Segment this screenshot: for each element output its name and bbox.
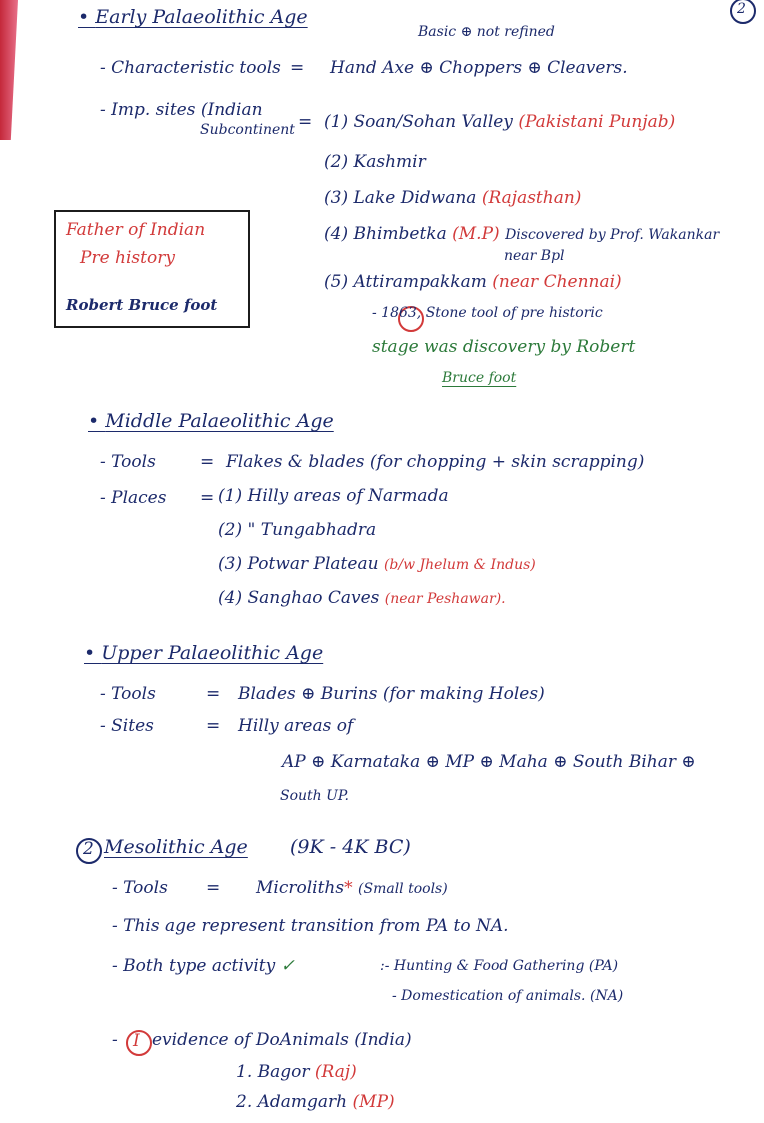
early-tools-label: - Characteristic tools: [100, 58, 281, 78]
early-heading-text: Early Palaeolithic Age: [95, 6, 308, 28]
meso-number: 2: [83, 839, 94, 859]
meso-both-2: - Domestication of animals. (NA): [392, 988, 624, 1004]
meso-dates: (9K - 4K BC): [290, 836, 411, 858]
upper-sites-label: - Sites: [100, 716, 154, 736]
early-note: Basic ⊕ not refined: [418, 24, 555, 40]
site-4-extra2: near Bpl: [504, 248, 565, 264]
attir-note-1: - 1863, Stone tool of pre historic: [372, 305, 603, 321]
site-5: (5) Attirampakkam (near Chennai): [324, 272, 622, 292]
place-2: (2) " Tungabhadra: [218, 520, 377, 540]
site-2: (2) Kashmir: [324, 152, 426, 172]
meso-evidence: evidence of DoAnimals (India): [152, 1030, 412, 1050]
important-letter: I: [133, 1031, 140, 1051]
upper-tools-label: - Tools: [100, 684, 156, 704]
evidence-1: 1. Bagor (Raj): [236, 1062, 357, 1082]
place-4: (4) Sanghao Caves (near Peshawar).: [218, 588, 506, 608]
equals: =: [206, 878, 221, 898]
red-cloth-edge: [0, 0, 18, 140]
meso-line1: - This age represent transition from PA to NA.: [112, 916, 509, 936]
box-line-1: Father of Indian: [66, 220, 206, 240]
early-tools-value: Hand Axe ⊕ Choppers ⊕ Cleavers.: [330, 58, 628, 78]
place-3: (3) Potwar Plateau (b/w Jhelum & Indus): [218, 554, 536, 574]
box-line-2: Pre history: [80, 248, 175, 268]
equals: =: [290, 58, 305, 78]
place-1: (1) Hilly areas of Narmada: [218, 486, 449, 506]
meso-heading: Mesolithic Age: [104, 836, 248, 858]
upper-sites-line3: South UP.: [280, 788, 349, 804]
upper-heading-text: Upper Palaeolithic Age: [101, 642, 324, 664]
middle-heading-text: Middle Palaeolithic Age: [105, 410, 334, 432]
meso-tools-label: - Tools: [112, 878, 168, 898]
middle-places-label: - Places: [100, 488, 167, 508]
middle-heading: • Middle Palaeolithic Age: [88, 410, 334, 432]
box-line-3: Robert Bruce foot: [66, 296, 218, 314]
attir-note-3: Bruce foot: [442, 370, 517, 386]
equals: =: [200, 452, 215, 472]
middle-tools-label: - Tools: [100, 452, 156, 472]
meso-tools-value: Microliths* (Small tools): [256, 878, 448, 898]
upper-sites-value: Hilly areas of: [238, 716, 354, 736]
upper-heading: • Upper Palaeolithic Age: [84, 642, 324, 664]
site-1: (1) Soan/Sohan Valley (Pakistani Punjab): [324, 112, 676, 132]
upper-tools-value: Blades ⊕ Burins (for making Holes): [238, 684, 545, 704]
meso-both-1: :- Hunting & Food Gathering (PA): [380, 958, 619, 974]
upper-sites-line2: AP ⊕ Karnataka ⊕ MP ⊕ Maha ⊕ South Bihar ⊕: [282, 752, 696, 772]
equals: =: [200, 488, 215, 508]
meso-both-label: - Both type activity ✓: [112, 956, 295, 976]
early-sites-label2: Subcontinent: [200, 122, 295, 138]
early-heading: • Early Palaeolithic Age: [78, 6, 308, 28]
evidence-2: 2. Adamgarh (MP): [236, 1092, 395, 1112]
page-number: 2: [737, 1, 746, 17]
equals: =: [298, 112, 313, 132]
site-3: (3) Lake Didwana (Rajasthan): [324, 188, 582, 208]
equals: =: [206, 716, 221, 736]
early-sites-label: - Imp. sites (Indian: [100, 100, 263, 120]
site-4: (4) Bhimbetka (M.P) Discovered by Prof. Wakankar: [324, 224, 720, 244]
attir-note-2: stage was discovery by Robert: [372, 337, 636, 357]
meso-evidence-dash: -: [112, 1030, 118, 1050]
middle-tools-value: Flakes & blades (for chopping + skin scrapping): [226, 452, 645, 472]
equals: =: [206, 684, 221, 704]
